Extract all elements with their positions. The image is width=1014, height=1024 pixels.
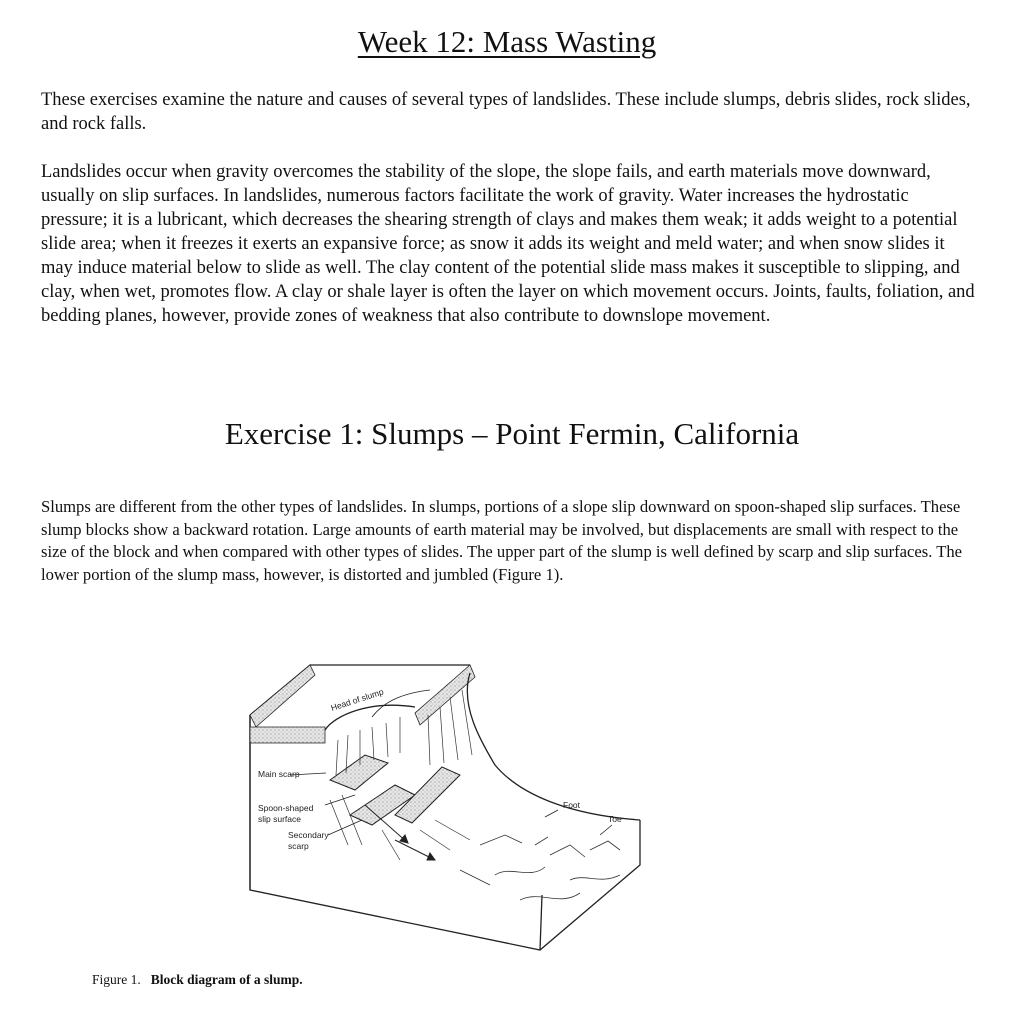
label-main-scarp: Main scarp (258, 769, 300, 779)
slump-block-1 (330, 755, 388, 790)
caption-text: Block diagram of a slump. (150, 972, 303, 987)
toe-jumble (460, 835, 620, 900)
label-spoon-shaped: Spoon-shaped (258, 803, 314, 813)
slump-diagram-svg (150, 645, 670, 965)
label-toe: Toe (608, 814, 622, 824)
slumps-paragraph: Slumps are different from the other types of landslides. In slumps, portions of a slope slip downward on spoon-shaped slip surfaces. These slump blocks show a backward rotation. Large amounts of earth material may be involved, but displacements are small with respect to the size of the block and when compared with other types of slides. The upper part of the slump is well defined by scarp and slip surfaces. The lower portion of the slump mass, however, is distorted and jumbled (Figure 1). (41, 497, 963, 584)
label-foot: Foot (563, 800, 581, 810)
label-leaders (290, 690, 612, 835)
intro-paragraph: These exercises examine the nature and causes of several types of landslides. These include slumps, debris slides, rock slides, and rock falls. (41, 90, 971, 134)
stipple-side-left (250, 727, 325, 743)
label-slip-surface: slip surface (258, 814, 301, 824)
scarp-right-edge (467, 673, 640, 820)
exercise-title: Exercise 1: Slumps – Point Fermin, California (224, 416, 800, 451)
label-scarp: scarp (288, 841, 309, 851)
label-secondary: Secondary (288, 830, 329, 840)
figure-caption (92, 972, 303, 988)
landslides-paragraph: Landslides occur when gravity overcomes the stability of the slope, the slope fails, and earth materials move downward, usually on slip surfaces. In landslides, numerous factors facilitate the work of gravity. Water increases the hydrostatic pressure; it is a lubricant, which decreases the shearing strength of clays and makes them weak; it adds weight to a potential slide area; when it freezes it exerts an expansive force; as snow it adds its weight and meld water; and when snow slides it may induce material below to slide as well. The clay content of the potential slide mass makes it susceptible to slipping, and clay, when wet, promotes flow. A clay or shale layer is often the layer on which movement occurs. Joints, faults, foliation, and bedding planes, however, provide zones of weakness that also contribute to downslope movement. (41, 162, 975, 326)
stipple-top-left (250, 665, 315, 727)
slump-block-diagram (150, 645, 670, 965)
caption-number: Figure 1. (92, 972, 141, 987)
label-head-of-slump: Head of slump (329, 686, 385, 713)
page-title: Week 12: Mass Wasting (357, 24, 657, 59)
